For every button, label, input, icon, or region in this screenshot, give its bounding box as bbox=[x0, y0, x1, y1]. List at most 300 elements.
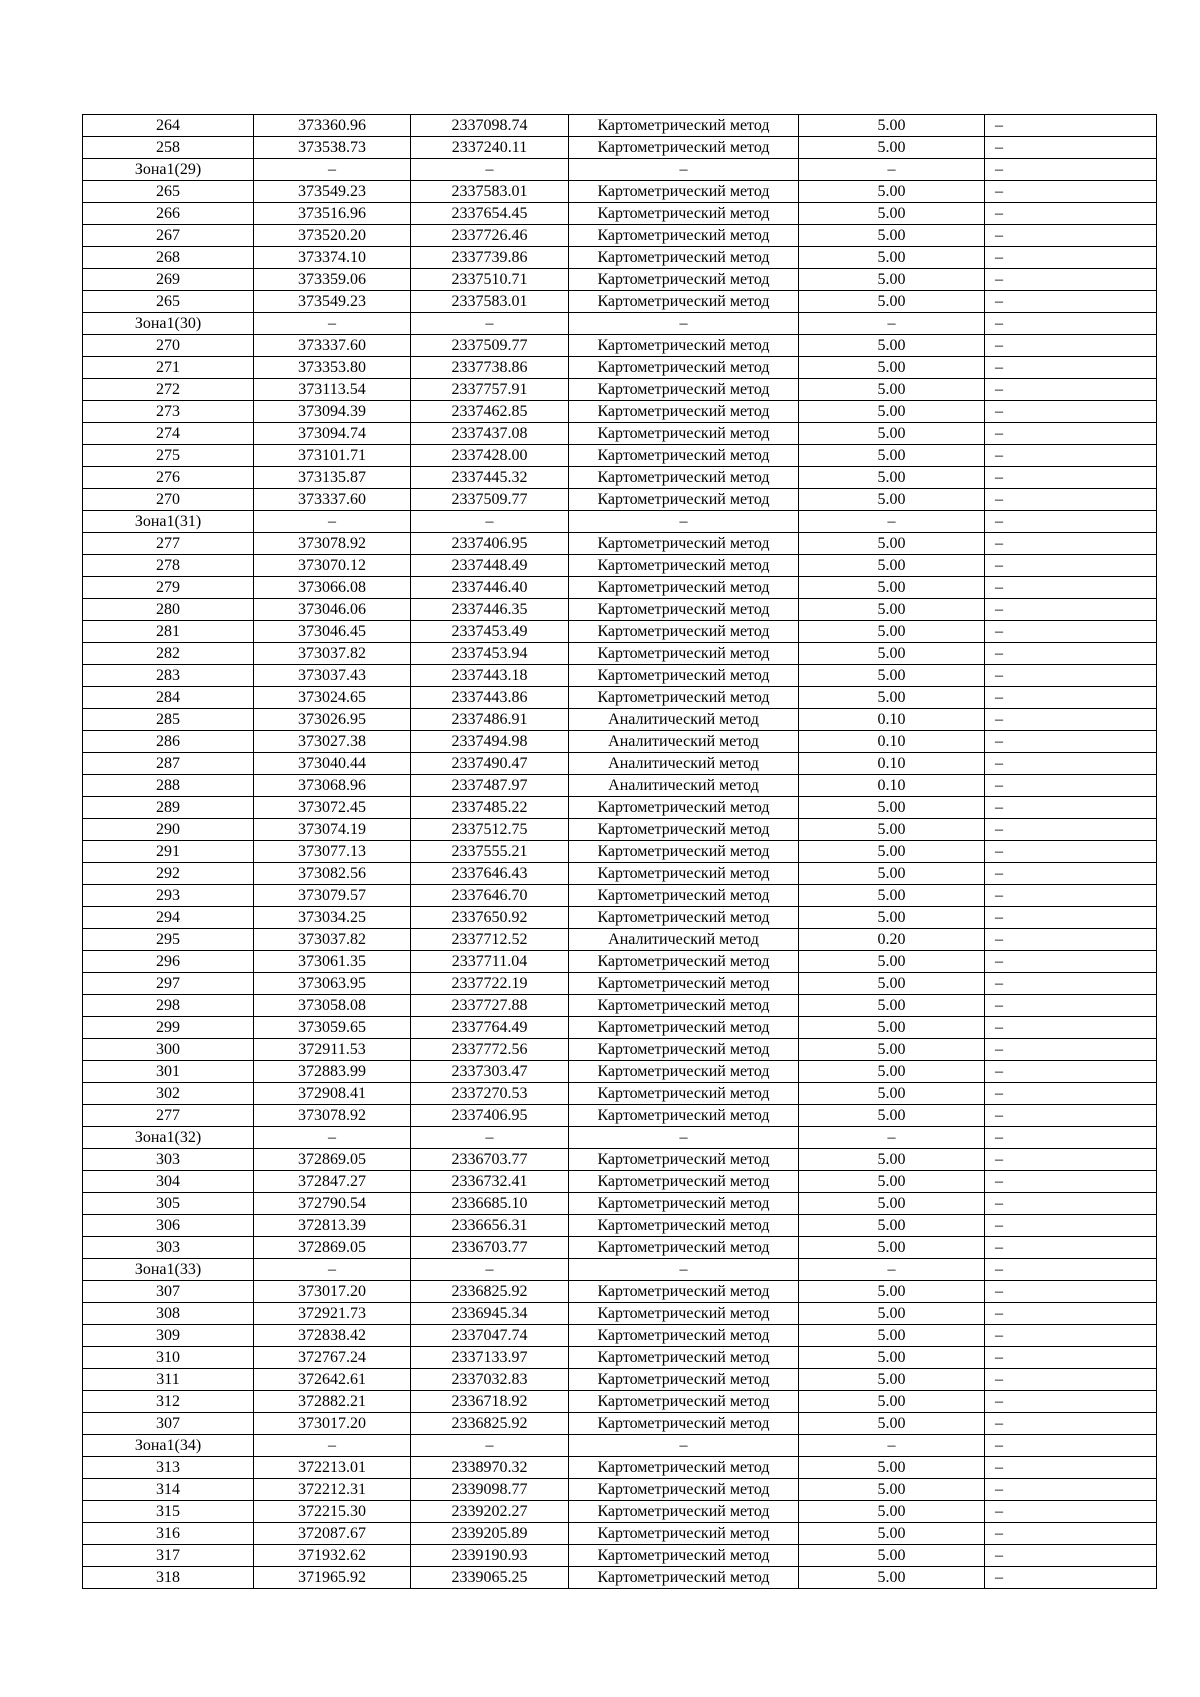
x-coordinate-cell: 373360.96 bbox=[254, 115, 411, 137]
description-cell: – bbox=[985, 1413, 1157, 1435]
y-coordinate-cell: – bbox=[411, 159, 569, 181]
x-coordinate-cell: – bbox=[254, 1435, 411, 1457]
accuracy-cell: 5.00 bbox=[799, 269, 985, 291]
accuracy-cell: 5.00 bbox=[799, 533, 985, 555]
point-number-cell: 288 bbox=[83, 775, 254, 797]
point-number-cell: 290 bbox=[83, 819, 254, 841]
description-cell: – bbox=[985, 137, 1157, 159]
table-row bbox=[83, 1303, 1157, 1325]
method-cell: – bbox=[569, 1127, 799, 1149]
zone-header-row bbox=[83, 159, 1157, 181]
point-number-cell: 291 bbox=[83, 841, 254, 863]
method-cell: Картометрический метод bbox=[569, 115, 799, 137]
x-coordinate-cell: 373353.80 bbox=[254, 357, 411, 379]
description-cell: – bbox=[985, 621, 1157, 643]
accuracy-cell: 5.00 bbox=[799, 115, 985, 137]
x-coordinate-cell: 373078.92 bbox=[254, 1105, 411, 1127]
y-coordinate-cell: 2337757.91 bbox=[411, 379, 569, 401]
description-cell: – bbox=[985, 1193, 1157, 1215]
point-number-cell: 316 bbox=[83, 1523, 254, 1545]
x-coordinate-cell: 373061.35 bbox=[254, 951, 411, 973]
table-row bbox=[83, 445, 1157, 467]
description-cell: – bbox=[985, 797, 1157, 819]
point-number-cell: 258 bbox=[83, 137, 254, 159]
x-coordinate-cell: 373026.95 bbox=[254, 709, 411, 731]
table-row bbox=[83, 599, 1157, 621]
x-coordinate-cell: – bbox=[254, 1127, 411, 1149]
method-cell: Картометрический метод bbox=[569, 951, 799, 973]
point-number-cell: 265 bbox=[83, 291, 254, 313]
description-cell: – bbox=[985, 467, 1157, 489]
y-coordinate-cell: 2337646.43 bbox=[411, 863, 569, 885]
x-coordinate-cell: 373079.57 bbox=[254, 885, 411, 907]
accuracy-cell: 5.00 bbox=[799, 621, 985, 643]
point-number-cell: 302 bbox=[83, 1083, 254, 1105]
point-number-cell: 307 bbox=[83, 1413, 254, 1435]
table-row bbox=[83, 225, 1157, 247]
accuracy-cell: 5.00 bbox=[799, 687, 985, 709]
table-row bbox=[83, 1281, 1157, 1303]
point-number-cell: 296 bbox=[83, 951, 254, 973]
y-coordinate-cell: 2337509.77 bbox=[411, 335, 569, 357]
method-cell: Картометрический метод bbox=[569, 423, 799, 445]
accuracy-cell: 0.10 bbox=[799, 709, 985, 731]
description-cell: – bbox=[985, 1303, 1157, 1325]
accuracy-cell: 5.00 bbox=[799, 665, 985, 687]
y-coordinate-cell: 2337494.98 bbox=[411, 731, 569, 753]
description-cell: – bbox=[985, 247, 1157, 269]
y-coordinate-cell: – bbox=[411, 511, 569, 533]
description-cell: – bbox=[985, 1325, 1157, 1347]
description-cell: – bbox=[985, 1501, 1157, 1523]
accuracy-cell: 5.00 bbox=[799, 225, 985, 247]
y-coordinate-cell: 2337583.01 bbox=[411, 291, 569, 313]
y-coordinate-cell: 2337443.18 bbox=[411, 665, 569, 687]
point-number-cell: 309 bbox=[83, 1325, 254, 1347]
x-coordinate-cell: 373516.96 bbox=[254, 203, 411, 225]
accuracy-cell: 5.00 bbox=[799, 1149, 985, 1171]
zone-header-row bbox=[83, 1127, 1157, 1149]
accuracy-cell: – bbox=[799, 313, 985, 335]
description-cell: – bbox=[985, 665, 1157, 687]
method-cell: Картометрический метод bbox=[569, 1391, 799, 1413]
y-coordinate-cell: 2337133.97 bbox=[411, 1347, 569, 1369]
y-coordinate-cell: 2337510.71 bbox=[411, 269, 569, 291]
x-coordinate-cell: 373359.06 bbox=[254, 269, 411, 291]
accuracy-cell: 5.00 bbox=[799, 181, 985, 203]
accuracy-cell: – bbox=[799, 1127, 985, 1149]
table-row bbox=[83, 1325, 1157, 1347]
x-coordinate-cell: 373094.39 bbox=[254, 401, 411, 423]
accuracy-cell: 5.00 bbox=[799, 1545, 985, 1567]
description-cell: – bbox=[985, 1391, 1157, 1413]
accuracy-cell: 5.00 bbox=[799, 995, 985, 1017]
description-cell: – bbox=[985, 445, 1157, 467]
y-coordinate-cell: 2339202.27 bbox=[411, 1501, 569, 1523]
x-coordinate-cell: 373037.82 bbox=[254, 929, 411, 951]
point-number-cell: 306 bbox=[83, 1215, 254, 1237]
accuracy-cell: 5.00 bbox=[799, 1105, 985, 1127]
x-coordinate-cell: 373135.87 bbox=[254, 467, 411, 489]
point-number-cell: 266 bbox=[83, 203, 254, 225]
point-number-cell: 307 bbox=[83, 1281, 254, 1303]
table-row bbox=[83, 467, 1157, 489]
y-coordinate-cell: 2337490.47 bbox=[411, 753, 569, 775]
x-coordinate-cell: 372767.24 bbox=[254, 1347, 411, 1369]
x-coordinate-cell: 372883.99 bbox=[254, 1061, 411, 1083]
method-cell: Картометрический метод bbox=[569, 1501, 799, 1523]
x-coordinate-cell: 373074.19 bbox=[254, 819, 411, 841]
accuracy-cell: 5.00 bbox=[799, 1457, 985, 1479]
description-cell: – bbox=[985, 159, 1157, 181]
point-number-cell: 295 bbox=[83, 929, 254, 951]
accuracy-cell: 5.00 bbox=[799, 467, 985, 489]
table-row bbox=[83, 995, 1157, 1017]
x-coordinate-cell: 373070.12 bbox=[254, 555, 411, 577]
table-row bbox=[83, 797, 1157, 819]
coordinates-table bbox=[82, 114, 1157, 1589]
x-coordinate-cell: 373549.23 bbox=[254, 291, 411, 313]
description-cell: – bbox=[985, 225, 1157, 247]
point-number-cell: 310 bbox=[83, 1347, 254, 1369]
description-cell: – bbox=[985, 951, 1157, 973]
description-cell: – bbox=[985, 181, 1157, 203]
method-cell: Картометрический метод bbox=[569, 1083, 799, 1105]
description-cell: – bbox=[985, 885, 1157, 907]
point-number-cell: 297 bbox=[83, 973, 254, 995]
table-row bbox=[83, 1347, 1157, 1369]
point-number-cell: 270 bbox=[83, 489, 254, 511]
method-cell: Картометрический метод bbox=[569, 1237, 799, 1259]
method-cell: Картометрический метод bbox=[569, 1171, 799, 1193]
method-cell: Картометрический метод bbox=[569, 1567, 799, 1589]
x-coordinate-cell: 372869.05 bbox=[254, 1149, 411, 1171]
x-coordinate-cell: 373017.20 bbox=[254, 1413, 411, 1435]
method-cell: Картометрический метод bbox=[569, 533, 799, 555]
point-number-cell: 292 bbox=[83, 863, 254, 885]
point-number-cell: 280 bbox=[83, 599, 254, 621]
y-coordinate-cell: 2337446.40 bbox=[411, 577, 569, 599]
y-coordinate-cell: 2337738.86 bbox=[411, 357, 569, 379]
description-cell: – bbox=[985, 731, 1157, 753]
point-number-cell: 275 bbox=[83, 445, 254, 467]
accuracy-cell: 5.00 bbox=[799, 489, 985, 511]
y-coordinate-cell: 2337583.01 bbox=[411, 181, 569, 203]
description-cell: – bbox=[985, 335, 1157, 357]
x-coordinate-cell: 373059.65 bbox=[254, 1017, 411, 1039]
y-coordinate-cell: 2337650.92 bbox=[411, 907, 569, 929]
y-coordinate-cell: 2337555.21 bbox=[411, 841, 569, 863]
method-cell: Картометрический метод bbox=[569, 577, 799, 599]
point-number-cell: Зона1(30) bbox=[83, 313, 254, 335]
point-number-cell: 269 bbox=[83, 269, 254, 291]
method-cell: Картометрический метод bbox=[569, 1457, 799, 1479]
description-cell: – bbox=[985, 1105, 1157, 1127]
point-number-cell: 314 bbox=[83, 1479, 254, 1501]
accuracy-cell: 5.00 bbox=[799, 1017, 985, 1039]
x-coordinate-cell: 372882.21 bbox=[254, 1391, 411, 1413]
y-coordinate-cell: 2337712.52 bbox=[411, 929, 569, 951]
y-coordinate-cell: 2337654.45 bbox=[411, 203, 569, 225]
x-coordinate-cell: 373520.20 bbox=[254, 225, 411, 247]
method-cell: – bbox=[569, 159, 799, 181]
x-coordinate-cell: 373374.10 bbox=[254, 247, 411, 269]
x-coordinate-cell: 373077.13 bbox=[254, 841, 411, 863]
method-cell: Картометрический метод bbox=[569, 1215, 799, 1237]
table-row bbox=[83, 819, 1157, 841]
table-row bbox=[83, 181, 1157, 203]
y-coordinate-cell: – bbox=[411, 1435, 569, 1457]
table-row bbox=[83, 841, 1157, 863]
accuracy-cell: 5.00 bbox=[799, 1039, 985, 1061]
point-number-cell: 315 bbox=[83, 1501, 254, 1523]
point-number-cell: 283 bbox=[83, 665, 254, 687]
description-cell: – bbox=[985, 533, 1157, 555]
method-cell: Картометрический метод bbox=[569, 445, 799, 467]
x-coordinate-cell: – bbox=[254, 313, 411, 335]
y-coordinate-cell: 2337711.04 bbox=[411, 951, 569, 973]
method-cell: Картометрический метод bbox=[569, 1061, 799, 1083]
x-coordinate-cell: 372215.30 bbox=[254, 1501, 411, 1523]
table-row bbox=[83, 1369, 1157, 1391]
accuracy-cell: 5.00 bbox=[799, 379, 985, 401]
accuracy-cell: 5.00 bbox=[799, 203, 985, 225]
point-number-cell: 277 bbox=[83, 1105, 254, 1127]
method-cell: Картометрический метод bbox=[569, 1149, 799, 1171]
accuracy-cell: – bbox=[799, 511, 985, 533]
y-coordinate-cell: 2337406.95 bbox=[411, 533, 569, 555]
method-cell: – bbox=[569, 511, 799, 533]
accuracy-cell: 0.20 bbox=[799, 929, 985, 951]
method-cell: Картометрический метод bbox=[569, 1479, 799, 1501]
accuracy-cell: 5.00 bbox=[799, 445, 985, 467]
description-cell: – bbox=[985, 577, 1157, 599]
y-coordinate-cell: 2337512.75 bbox=[411, 819, 569, 841]
table-row bbox=[83, 885, 1157, 907]
x-coordinate-cell: 373063.95 bbox=[254, 973, 411, 995]
x-coordinate-cell: 373538.73 bbox=[254, 137, 411, 159]
method-cell: Картометрический метод bbox=[569, 203, 799, 225]
point-number-cell: 285 bbox=[83, 709, 254, 731]
x-coordinate-cell: – bbox=[254, 159, 411, 181]
method-cell: Картометрический метод bbox=[569, 467, 799, 489]
description-cell: – bbox=[985, 357, 1157, 379]
method-cell: Картометрический метод bbox=[569, 1017, 799, 1039]
method-cell: Картометрический метод bbox=[569, 335, 799, 357]
description-cell: – bbox=[985, 1149, 1157, 1171]
accuracy-cell: 5.00 bbox=[799, 1281, 985, 1303]
table-row bbox=[83, 1193, 1157, 1215]
method-cell: Картометрический метод bbox=[569, 1347, 799, 1369]
point-number-cell: 318 bbox=[83, 1567, 254, 1589]
accuracy-cell: 5.00 bbox=[799, 291, 985, 313]
method-cell: Аналитический метод bbox=[569, 731, 799, 753]
table-row bbox=[83, 423, 1157, 445]
accuracy-cell: 5.00 bbox=[799, 1567, 985, 1589]
y-coordinate-cell: 2337446.35 bbox=[411, 599, 569, 621]
x-coordinate-cell: 373066.08 bbox=[254, 577, 411, 599]
x-coordinate-cell: 373337.60 bbox=[254, 335, 411, 357]
point-number-cell: 289 bbox=[83, 797, 254, 819]
table-row bbox=[83, 1479, 1157, 1501]
table-row bbox=[83, 709, 1157, 731]
method-cell: – bbox=[569, 1259, 799, 1281]
description-cell: – bbox=[985, 643, 1157, 665]
x-coordinate-cell: 372838.42 bbox=[254, 1325, 411, 1347]
table-row bbox=[83, 1545, 1157, 1567]
description-cell: – bbox=[985, 1237, 1157, 1259]
description-cell: – bbox=[985, 599, 1157, 621]
y-coordinate-cell: 2337270.53 bbox=[411, 1083, 569, 1105]
description-cell: – bbox=[985, 1545, 1157, 1567]
y-coordinate-cell: 2337764.49 bbox=[411, 1017, 569, 1039]
x-coordinate-cell: 372087.67 bbox=[254, 1523, 411, 1545]
description-cell: – bbox=[985, 1523, 1157, 1545]
point-number-cell: 300 bbox=[83, 1039, 254, 1061]
point-number-cell: 313 bbox=[83, 1457, 254, 1479]
accuracy-cell: 5.00 bbox=[799, 973, 985, 995]
y-coordinate-cell: 2339205.89 bbox=[411, 1523, 569, 1545]
table-row bbox=[83, 775, 1157, 797]
accuracy-cell: 5.00 bbox=[799, 841, 985, 863]
table-row bbox=[83, 687, 1157, 709]
point-number-cell: 279 bbox=[83, 577, 254, 599]
method-cell: Картометрический метод bbox=[569, 863, 799, 885]
table-row bbox=[83, 929, 1157, 951]
x-coordinate-cell: 373024.65 bbox=[254, 687, 411, 709]
y-coordinate-cell: 2337722.19 bbox=[411, 973, 569, 995]
y-coordinate-cell: 2336718.92 bbox=[411, 1391, 569, 1413]
point-number-cell: Зона1(31) bbox=[83, 511, 254, 533]
accuracy-cell: 5.00 bbox=[799, 863, 985, 885]
method-cell: Картометрический метод bbox=[569, 665, 799, 687]
description-cell: – bbox=[985, 1457, 1157, 1479]
x-coordinate-cell: 372908.41 bbox=[254, 1083, 411, 1105]
accuracy-cell: 5.00 bbox=[799, 1215, 985, 1237]
accuracy-cell: 5.00 bbox=[799, 599, 985, 621]
accuracy-cell: 5.00 bbox=[799, 1083, 985, 1105]
table-row bbox=[83, 203, 1157, 225]
description-cell: – bbox=[985, 269, 1157, 291]
y-coordinate-cell: 2337646.70 bbox=[411, 885, 569, 907]
x-coordinate-cell: 373094.74 bbox=[254, 423, 411, 445]
point-number-cell: 267 bbox=[83, 225, 254, 247]
method-cell: Картометрический метод bbox=[569, 1193, 799, 1215]
point-number-cell: 264 bbox=[83, 115, 254, 137]
point-number-cell: 274 bbox=[83, 423, 254, 445]
x-coordinate-cell: 373113.54 bbox=[254, 379, 411, 401]
method-cell: Картометрический метод bbox=[569, 1413, 799, 1435]
accuracy-cell: 0.10 bbox=[799, 775, 985, 797]
y-coordinate-cell: 2337739.86 bbox=[411, 247, 569, 269]
point-number-cell: 276 bbox=[83, 467, 254, 489]
table-row bbox=[83, 379, 1157, 401]
table-row bbox=[83, 643, 1157, 665]
x-coordinate-cell: 373037.82 bbox=[254, 643, 411, 665]
table-row bbox=[83, 1083, 1157, 1105]
method-cell: Картометрический метод bbox=[569, 247, 799, 269]
description-cell: – bbox=[985, 313, 1157, 335]
x-coordinate-cell: 373037.43 bbox=[254, 665, 411, 687]
x-coordinate-cell: 373082.56 bbox=[254, 863, 411, 885]
x-coordinate-cell: 371965.92 bbox=[254, 1567, 411, 1589]
method-cell: Аналитический метод bbox=[569, 929, 799, 951]
description-cell: – bbox=[985, 1259, 1157, 1281]
table-row bbox=[83, 335, 1157, 357]
accuracy-cell: 5.00 bbox=[799, 1303, 985, 1325]
method-cell: Картометрический метод bbox=[569, 907, 799, 929]
zone-header-row bbox=[83, 1259, 1157, 1281]
table-row bbox=[83, 137, 1157, 159]
accuracy-cell: 5.00 bbox=[799, 1171, 985, 1193]
method-cell: Картометрический метод bbox=[569, 687, 799, 709]
description-cell: – bbox=[985, 1017, 1157, 1039]
accuracy-cell: 0.10 bbox=[799, 731, 985, 753]
table-row bbox=[83, 269, 1157, 291]
y-coordinate-cell: 2337448.49 bbox=[411, 555, 569, 577]
y-coordinate-cell: 2336825.92 bbox=[411, 1281, 569, 1303]
y-coordinate-cell: 2337509.77 bbox=[411, 489, 569, 511]
accuracy-cell: 5.00 bbox=[799, 423, 985, 445]
table-row bbox=[83, 1237, 1157, 1259]
x-coordinate-cell: 373034.25 bbox=[254, 907, 411, 929]
accuracy-cell: 5.00 bbox=[799, 1413, 985, 1435]
method-cell: Картометрический метод bbox=[569, 1281, 799, 1303]
x-coordinate-cell: 373017.20 bbox=[254, 1281, 411, 1303]
point-number-cell: 293 bbox=[83, 885, 254, 907]
description-cell: – bbox=[985, 1567, 1157, 1589]
y-coordinate-cell: 2337098.74 bbox=[411, 115, 569, 137]
method-cell: – bbox=[569, 313, 799, 335]
coordinates-table-body bbox=[83, 115, 1157, 1589]
accuracy-cell: 5.00 bbox=[799, 1193, 985, 1215]
zone-header-row bbox=[83, 1435, 1157, 1457]
accuracy-cell: 5.00 bbox=[799, 819, 985, 841]
table-row bbox=[83, 1171, 1157, 1193]
x-coordinate-cell: 372642.61 bbox=[254, 1369, 411, 1391]
table-row bbox=[83, 115, 1157, 137]
method-cell: Картометрический метод bbox=[569, 181, 799, 203]
method-cell: Картометрический метод bbox=[569, 1303, 799, 1325]
y-coordinate-cell: 2338970.32 bbox=[411, 1457, 569, 1479]
table-row bbox=[83, 1523, 1157, 1545]
description-cell: – bbox=[985, 753, 1157, 775]
table-row bbox=[83, 247, 1157, 269]
y-coordinate-cell: 2339190.93 bbox=[411, 1545, 569, 1567]
point-number-cell: 312 bbox=[83, 1391, 254, 1413]
y-coordinate-cell: 2336945.34 bbox=[411, 1303, 569, 1325]
accuracy-cell: 5.00 bbox=[799, 885, 985, 907]
point-number-cell: 270 bbox=[83, 335, 254, 357]
method-cell: Картометрический метод bbox=[569, 1369, 799, 1391]
description-cell: – bbox=[985, 115, 1157, 137]
description-cell: – bbox=[985, 401, 1157, 423]
table-row bbox=[83, 731, 1157, 753]
method-cell: Аналитический метод bbox=[569, 709, 799, 731]
y-coordinate-cell: 2336825.92 bbox=[411, 1413, 569, 1435]
method-cell: Картометрический метод bbox=[569, 885, 799, 907]
x-coordinate-cell: 373549.23 bbox=[254, 181, 411, 203]
table-row bbox=[83, 1039, 1157, 1061]
method-cell: Картометрический метод bbox=[569, 269, 799, 291]
description-cell: – bbox=[985, 863, 1157, 885]
y-coordinate-cell: 2336656.31 bbox=[411, 1215, 569, 1237]
accuracy-cell: 5.00 bbox=[799, 1061, 985, 1083]
x-coordinate-cell: 373068.96 bbox=[254, 775, 411, 797]
description-cell: – bbox=[985, 995, 1157, 1017]
y-coordinate-cell: 2336703.77 bbox=[411, 1149, 569, 1171]
description-cell: – bbox=[985, 203, 1157, 225]
